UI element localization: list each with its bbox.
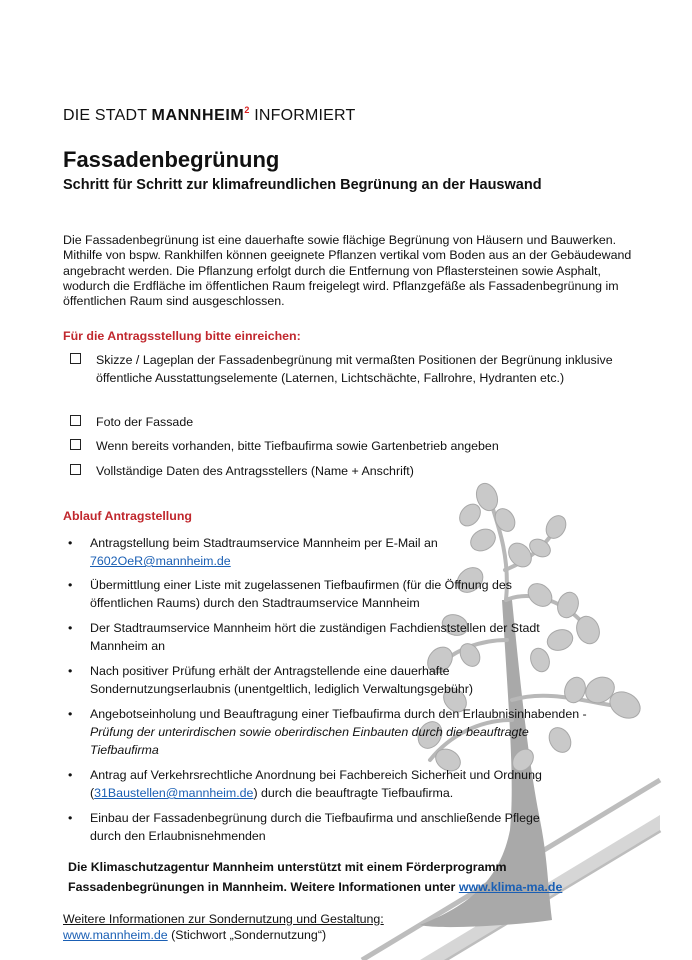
page-subtitle: Schritt für Schritt zur klimafreundlichen Begrünung an der Hauswand bbox=[63, 177, 542, 193]
bullet-icon: • bbox=[68, 578, 73, 592]
step-text: Angebotseinholung und Beauftragung einer Tiefbaufirma durch den Erlaubnisinhabenden - bbox=[90, 707, 587, 721]
footer bbox=[63, 912, 384, 943]
step-text: Der Stadtraumservice Mannheim hört die zuständigen Fachdienststellen der Stadt Mannheim an bbox=[90, 621, 540, 653]
checkbox[interactable] bbox=[70, 464, 81, 475]
header bbox=[63, 105, 355, 125]
intro-paragraph: Die Fassadenbegrünung ist eine dauerhafte sowie flächige Begrünung von Häusern und Bauwerken. Mithilfe von bspw. Rankhilfen können geeignete Pflanzen vertikal vom Boden aus an der Gebäudewand angebracht werden. Die Pflanzung erfolgt durch die Entfernung von Pflastersteinen sowie Asphalt, wodurch die Erdfläche im öffentlichen Raum freigelegt wird. Pflanzgefäße als Fassadenbegrünung im öffentlichen Raum sind ausgeschlossen. bbox=[63, 233, 632, 309]
footer-note: (Stichwort „Sondernutzung“) bbox=[167, 927, 327, 942]
bullet-icon: • bbox=[68, 621, 73, 635]
header-suffix: INFORMIERT bbox=[254, 107, 356, 124]
page-title: Fassadenbegrünung bbox=[63, 147, 280, 172]
checkbox[interactable] bbox=[70, 353, 81, 364]
checklist-heading: Für die Antragsstellung bitte einreichen: bbox=[63, 329, 301, 343]
bullet-icon: • bbox=[68, 811, 73, 825]
step-text: ) durch die beauftragte Tiefbaufirma. bbox=[253, 786, 454, 800]
step-text: Einbau der Fassadenbegrünung durch die Tiefbaufirma und anschließende Pflege durch den Erlaubnisnehmenden bbox=[90, 811, 540, 843]
bullet-icon: • bbox=[68, 536, 73, 550]
header-prefix: DIE STADT bbox=[63, 107, 147, 124]
bullet-icon: • bbox=[68, 664, 73, 678]
checklist-item-label: Vollständige Daten des Antragsstellers (Name + Anschrift) bbox=[96, 464, 414, 478]
mannheim-link[interactable]: www.mannheim.de bbox=[63, 927, 168, 942]
checkbox[interactable] bbox=[70, 439, 81, 450]
step-text: Antrag auf Verkehrsrechtliche Anordnung bei Fachbereich Sicherheit und Ordnung ( bbox=[90, 768, 542, 800]
closing-paragraph bbox=[68, 857, 638, 897]
step-text: Antragstellung beim Stadtraumservice Mannheim per E-Mail an bbox=[90, 536, 438, 550]
checklist-item-label: Skizze / Lageplan der Fassadenbegrünung mit vermaßten Positionen der Begrünung inklusive öffentliche Ausstattungselemente (Laternen, Lichtschächte, Fallrohre, Hydranten etc.) bbox=[96, 353, 613, 385]
footer-heading: Weitere Informationen zur Sondernutzung und Gestaltung: bbox=[63, 912, 384, 926]
step-text: Übermittlung einer Liste mit zugelassenen Tiefbaufirmen (für die Öffnung des öffentlichen Raums) durch den Stadtraumservice Mannheim bbox=[90, 578, 512, 610]
brand-superscript: 2 bbox=[244, 105, 250, 115]
email-link-stadtraumservice[interactable]: 7602OeR@mannheim.de bbox=[90, 554, 231, 568]
process-heading: Ablauf Antragstellung bbox=[63, 509, 192, 523]
bullet-icon: • bbox=[68, 707, 73, 721]
checkbox[interactable] bbox=[70, 415, 81, 426]
step-text: Nach positiver Prüfung erhält der Antragstellende eine dauerhafte Sondernutzungserlaubnis (unentgeltlich, lediglich Verwaltungsgebühr) bbox=[90, 664, 473, 696]
email-link-baustellen[interactable]: 31Baustellen@mannheim.de bbox=[94, 786, 254, 800]
bullet-icon: • bbox=[68, 768, 73, 782]
brand-logo: MANNHEIM bbox=[151, 107, 245, 124]
klima-link[interactable]: www.klima-ma.de bbox=[458, 880, 563, 894]
step-italic-note: Prüfung der unterirdischen sowie oberirdischen Einbauten durch die beauftragte Tiefbaufirma bbox=[90, 725, 529, 757]
checklist-item-label: Foto der Fassade bbox=[96, 415, 194, 429]
checklist-item-label: Wenn bereits vorhanden, bitte Tiefbaufirma sowie Gartenbetrieb angeben bbox=[96, 439, 499, 453]
closing-text: Die Klimaschutzagentur Mannheim unterstützt mit einem Förderprogramm Fassadenbegrünungen in Mannheim. Weitere Informationen unter bbox=[68, 860, 507, 894]
